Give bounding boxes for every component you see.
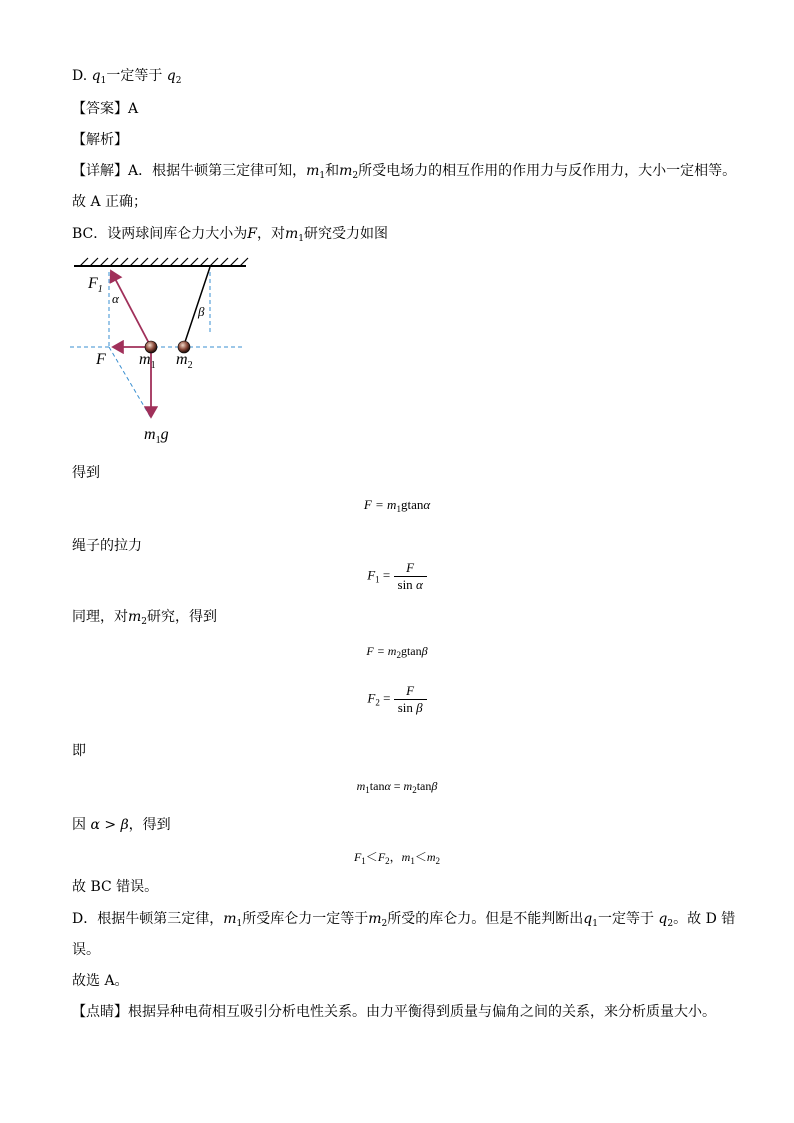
detail-line-3: BC．设两球间库仑力大小为F，对$m_1$研究受力如图: [72, 226, 388, 244]
equation-4: $F_2$ = $\frac{F}{\text{sin β}}$: [0, 683, 794, 716]
answer-line: [72, 99, 138, 119]
analysis-label: 【解析】: [72, 132, 128, 148]
detail-line-1: 【详解】A．根据牛顿第三定律可知，$m_1$和$m_2$所受电场力的相互作用的作用力与反作用力，大小一定相等。: [72, 163, 737, 181]
answer-value: A: [128, 101, 139, 117]
text-because: 因 α > β，得到: [72, 817, 171, 833]
var-q1: q: [91, 68, 101, 84]
fraction-2: $\frac{F}{\text{sin α}}$: [394, 560, 427, 593]
text-get-1: 得到: [72, 465, 100, 481]
text-same: 同理，对$m_2$研究，得到: [72, 609, 218, 627]
text-ji: 即: [72, 743, 86, 759]
text-rope: 绳子的拉力: [72, 538, 142, 554]
fraction-4: $\frac{F}{\text{sin β}}$: [394, 683, 427, 716]
guide-lines: [70, 272, 245, 418]
text-choose: 故选 A。: [72, 973, 129, 989]
label-m1g: $m_1g$: [144, 426, 169, 446]
comment-label: 【点睛】: [72, 1004, 128, 1020]
option-d: D. $q_1$一定等于 $q_2$: [72, 68, 182, 86]
text-d-line1: D．根据牛顿第三定律，$m_1$所受库仑力一定等于$m_2$所受的库仑力。但是不能判断出$q_1$一定等于 $q_2$。故 D 错: [72, 911, 736, 929]
comment-line: 【点睛】根据异种电荷相互吸引分析电性关系。由力平衡得到质量与偏角之间的关系，来分析质量大小。: [72, 1004, 716, 1020]
detail-line-2: 故 A 正确；: [72, 194, 148, 210]
text-bc-wrong: 故 BC 错误。: [72, 879, 159, 895]
equation-1: $F = m_1gtan\alpha$: [363, 497, 431, 514]
label-F1: $F_1$: [88, 275, 103, 295]
label-alpha: α: [112, 291, 119, 306]
var-q2: q: [166, 68, 176, 84]
equation-6: $F_1<F_2$，$m_1<m_2$: [353, 850, 441, 866]
label-m2: $m_2$: [176, 351, 193, 371]
equation-3: $F = m_2gtan\beta$: [366, 644, 428, 660]
answer-label: 【答案】: [72, 101, 128, 117]
ceiling: [74, 258, 248, 266]
arrow-F1: [111, 271, 151, 347]
force-diagram: [60, 252, 260, 452]
string-m2: [184, 267, 210, 345]
text-d-line2: 误。: [72, 942, 100, 958]
label-m1: $m_1$: [139, 351, 156, 371]
equation-2: $F_1$ = $\frac{F}{\text{sin α}}$: [0, 560, 794, 593]
equation-5: $m_1\tan\alpha = m_2\tan\beta$: [356, 779, 438, 795]
label-beta: β: [198, 304, 205, 319]
option-label: D.: [72, 68, 88, 84]
label-F: F: [96, 351, 106, 368]
